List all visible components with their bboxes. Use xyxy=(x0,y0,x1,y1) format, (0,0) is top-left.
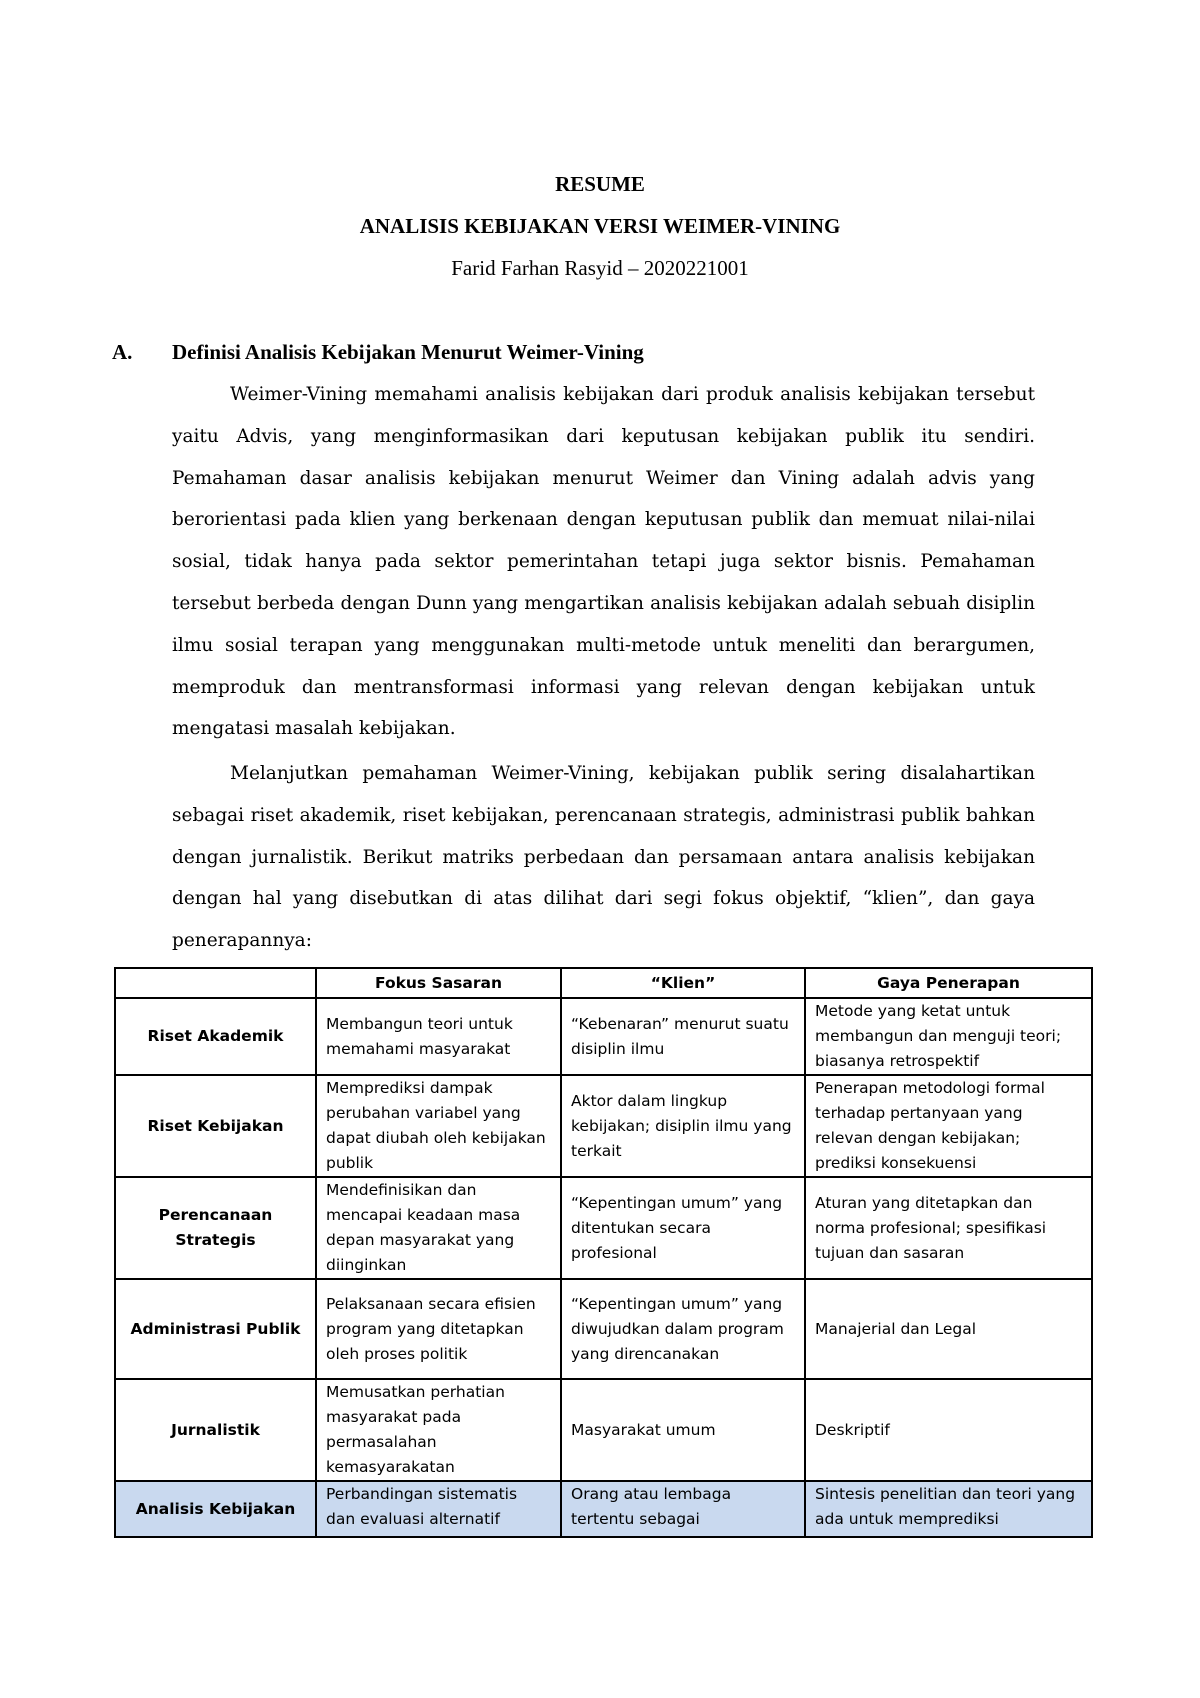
row-label: Administrasi Publik xyxy=(115,1279,316,1379)
table-row xyxy=(115,1177,1092,1279)
table-row-highlighted xyxy=(115,1481,1092,1537)
table-row xyxy=(115,1075,1092,1177)
header-klien: “Klien” xyxy=(561,968,805,998)
cell-gaya: Aturan yang ditetapkan dan norma profesional; spesifikasi tujuan dan sasaran xyxy=(805,1177,1092,1279)
header-empty xyxy=(115,968,316,998)
row-label: Riset Akademik xyxy=(115,998,316,1075)
row-label: Jurnalistik xyxy=(115,1379,316,1481)
cell-klien: Aktor dalam lingkup kebijakan; disiplin ilmu yang terkait xyxy=(561,1075,805,1177)
document-title: RESUME xyxy=(555,172,645,196)
section-letter: A. xyxy=(112,340,133,364)
cell-gaya: Penerapan metodologi formal terhadap pertanyaan yang relevan dengan kebijakan; prediksi konsekuensi xyxy=(805,1075,1092,1177)
section-heading-text: Definisi Analisis Kebijakan Menurut Weimer-Vining xyxy=(172,340,644,364)
cell-klien: “Kepentingan umum” yang ditentukan secara profesional xyxy=(561,1177,805,1279)
table-row xyxy=(115,1379,1092,1481)
header-fokus-sasaran: Fokus Sasaran xyxy=(316,968,561,998)
header-gaya-penerapan: Gaya Penerapan xyxy=(805,968,1092,998)
comparison-table xyxy=(114,967,1093,1538)
cell-klien: “Kebenaran” menurut suatu disiplin ilmu xyxy=(561,998,805,1075)
table-row xyxy=(115,998,1092,1075)
section-heading xyxy=(112,340,644,365)
document-subtitle: ANALISIS KEBIJAKAN VERSI WEIMER-VINING xyxy=(359,214,841,238)
cell-fokus: Pelaksanaan secara efisien program yang ditetapkan oleh proses politik xyxy=(316,1279,561,1379)
paragraph-1: Weimer-Vining memahami analisis kebijakan dari produk analisis kebijakan tersebut yaitu Advis, yang menginformasikan dari keputusan kebijakan publik itu sendiri. Pemahaman dasar analisis kebijakan menurut Weimer dan Vining adalah advis yang berorientasi pada klien yang berkenaan dengan keputusan publik dan memuat nilai-nilai sosial, tidak hanya pada sektor pemerintahan tetapi juga sektor bisnis. Pemahaman tersebut berbeda dengan Dunn yang mengartikan analisis kebijakan adalah sebuah disiplin ilmu sosial terapan yang menggunakan multi-metode untuk meneliti dan berargumen, memproduk dan mentransformasi informasi yang relevan dengan kebijakan untuk mengatasi masalah kebijakan. xyxy=(172,384,1035,740)
cell-fokus: Membangun teori untuk memahami masyarakat xyxy=(316,998,561,1075)
cell-fokus: Memprediksi dampak perubahan variabel yang dapat diubah oleh kebijakan publik xyxy=(316,1075,561,1177)
table-row xyxy=(115,1279,1092,1379)
cell-gaya: Sintesis penelitian dan teori yang ada untuk memprediksi xyxy=(805,1481,1092,1537)
cell-gaya: Deskriptif xyxy=(805,1379,1092,1481)
cell-klien: Orang atau lembaga tertentu sebagai xyxy=(561,1481,805,1537)
row-label: Analisis Kebijakan xyxy=(115,1481,316,1537)
cell-fokus: Mendefinisikan dan mencapai keadaan masa depan masyarakat yang diinginkan xyxy=(316,1177,561,1279)
cell-klien: Masyarakat umum xyxy=(561,1379,805,1481)
cell-gaya: Manajerial dan Legal xyxy=(805,1279,1092,1379)
paragraph-2: Melanjutkan pemahaman Weimer-Vining, kebijakan publik sering disalahartikan sebagai riset akademik, riset kebijakan, perencanaan strategis, administrasi publik bahkan dengan jurnalistik. Berikut matriks perbedaan dan persamaan antara analisis kebijakan dengan hal yang disebutkan di atas dilihat dari segi fokus objektif, “klien”, dan gaya penerapannya: xyxy=(172,763,1035,952)
document-author: Farid Farhan Rasyid – 2020221001 xyxy=(451,256,749,280)
cell-gaya: Metode yang ketat untuk membangun dan menguji teori; biasanya retrospektif xyxy=(805,998,1092,1075)
row-label: Riset Kebijakan xyxy=(115,1075,316,1177)
cell-fokus: Memusatkan perhatian masyarakat pada permasalahan kemasyarakatan xyxy=(316,1379,561,1481)
cell-klien: “Kepentingan umum” yang diwujudkan dalam program yang direncanakan xyxy=(561,1279,805,1379)
row-label: Perencanaan Strategis xyxy=(115,1177,316,1279)
cell-fokus: Perbandingan sistematis dan evaluasi alternatif xyxy=(316,1481,561,1537)
table-header-row xyxy=(115,968,1092,998)
